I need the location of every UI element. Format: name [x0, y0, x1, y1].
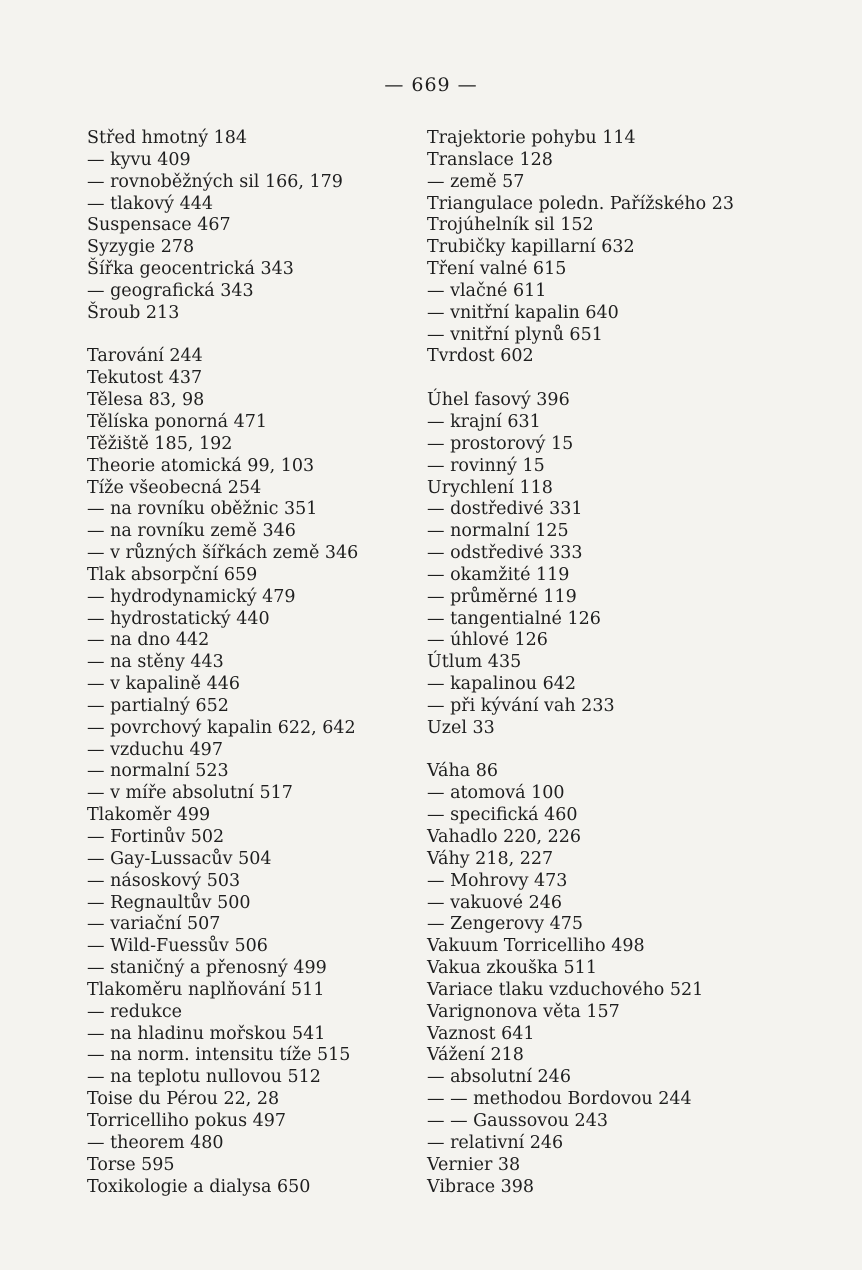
index-entry: Syzygie 278 — [87, 237, 195, 258]
index-entry: Tlakoměr 499 — [87, 805, 211, 826]
index-entry: Vernier 38 — [427, 1154, 521, 1175]
index-entry: — na rovníku oběžnic 351 — [87, 499, 318, 520]
index-entry: — na hladinu mořskou 541 — [87, 1023, 326, 1044]
index-entry: Tělesa 83, 98 — [87, 390, 205, 411]
index-entry: — Wild-Fuessův 506 — [87, 936, 268, 957]
index-entry: — partialný 652 — [87, 695, 229, 716]
index-entry: — krajní 631 — [427, 411, 541, 432]
index-entry: — kyvu 409 — [87, 149, 191, 170]
index-entry: Šířka geocentrická 343 — [87, 259, 294, 280]
index-entry: — Zengerovy 475 — [427, 914, 584, 935]
index-entry: — redukce — [87, 1001, 183, 1022]
index-entry: Varignonova věta 157 — [427, 1001, 620, 1022]
index-column-right — [427, 128, 762, 1198]
index-entry: — násoskový 503 — [87, 870, 241, 891]
index-entry: Úhel fasový 396 — [427, 390, 570, 411]
index-entry: — — methodou Bordovou 244 — [427, 1089, 692, 1110]
index-entry: Urychlení 118 — [427, 477, 553, 498]
index-entry: — vzduchu 497 — [87, 739, 223, 760]
index-entry: Trajektorie pohybu 114 — [427, 128, 636, 148]
index-entry: — na stěny 443 — [87, 652, 224, 673]
index-entry: — variační 507 — [87, 914, 221, 935]
index-entry: — okamžité 119 — [427, 564, 570, 585]
index-entry: Vážení 218 — [427, 1045, 524, 1066]
index-entry: Theorie atomická 99, 103 — [87, 455, 315, 476]
index-entry: Translace 128 — [427, 149, 553, 170]
index-entry: — rovinný 15 — [427, 455, 545, 476]
index-entry: Variace tlaku vzduchového 521 — [427, 979, 704, 1000]
index-entry: Tlak absorpční 659 — [87, 564, 258, 585]
index-entry: Vaznost 641 — [427, 1023, 535, 1044]
index-entry: — staničný a přenosný 499 — [87, 958, 327, 979]
index-entry: — vlačné 611 — [427, 280, 547, 301]
index-entry: — na rovníku země 346 — [87, 521, 296, 542]
index-entry: — prostorový 15 — [427, 433, 574, 454]
index-entry: — Regnaultův 500 — [87, 892, 251, 913]
index-entry: — atomová 100 — [427, 783, 565, 804]
index-entry: — průměrné 119 — [427, 586, 577, 607]
index-entry: Triangulace poledn. Pařížského 23 — [427, 193, 735, 214]
index-entry: Střed hmotný 184 — [87, 128, 248, 148]
index-entry: Tekutost 437 — [87, 368, 203, 389]
index-entry: Suspensace 467 — [87, 215, 231, 236]
index-entry: Tlakoměru naplňování 511 — [87, 979, 325, 1000]
index-entry: — dostředivé 331 — [427, 499, 583, 520]
index-entry: — Mohrovy 473 — [427, 870, 568, 891]
index-entry: — na teplotu nullovou 512 — [87, 1067, 321, 1088]
index-entry: — na dno 442 — [87, 630, 210, 651]
index-entry: — vnitřní plynů 651 — [427, 324, 603, 345]
index-entry: Toxikologie a dialysa 650 — [87, 1176, 311, 1197]
section-gap — [427, 740, 762, 762]
index-entry: — relativní 246 — [427, 1132, 564, 1153]
index-entry: — tangentialné 126 — [427, 608, 601, 629]
index-entry: Toise du Pérou 22, 28 — [87, 1089, 280, 1110]
index-entry: — vakuové 246 — [427, 892, 563, 913]
index-entry: — při kývání vah 233 — [427, 695, 615, 716]
index-entry: Tíže všeobecná 254 — [87, 477, 262, 498]
index-column-left — [87, 128, 422, 1198]
index-entry: — odstředivé 333 — [427, 543, 583, 564]
index-entry: — kapalinou 642 — [427, 674, 576, 695]
index-entry: Tělíska ponorná 471 — [87, 411, 268, 432]
index-entry: — geografická 343 — [87, 280, 254, 301]
index-entry: — Fortinův 502 — [87, 827, 225, 847]
index-entry: — vnitřní kapalin 640 — [427, 302, 619, 323]
section-gap — [427, 368, 762, 390]
index-entry: — země 57 — [427, 171, 525, 192]
index-entry: Váha 86 — [427, 761, 498, 782]
index-entry: Vakua zkouška 511 — [427, 958, 597, 979]
index-entry: — v míře absolutní 517 — [87, 783, 293, 804]
index-entry: — úhlové 126 — [427, 630, 548, 651]
index-entry: Tarování 244 — [87, 346, 203, 367]
index-entry: — — Gaussovou 243 — [427, 1110, 608, 1131]
index-entry: Těžiště 185, 192 — [87, 433, 233, 454]
index-entry: — hydrodynamický 479 — [87, 586, 296, 607]
page-number: — 669 — — [384, 74, 478, 96]
index-entry: Vahadlo 220, 226 — [427, 827, 581, 847]
index-entry: — hydrostatický 440 — [87, 608, 270, 629]
index-entry: Torse 595 — [87, 1154, 175, 1175]
index-entry: — absolutní 246 — [427, 1067, 571, 1088]
index-entry: Tření valné 615 — [427, 259, 567, 280]
index-entry: Tvrdost 602 — [427, 346, 534, 367]
index-entry: Trubičky kapillarní 632 — [427, 237, 635, 258]
index-entry: Vakuum Torricelliho 498 — [427, 936, 645, 957]
index-entry: — na norm. intensitu tíže 515 — [87, 1045, 351, 1066]
index-entry: — povrchový kapalin 622, 642 — [87, 717, 356, 738]
index-entry: — theorem 480 — [87, 1132, 224, 1153]
index-entry: Torricelliho pokus 497 — [87, 1110, 287, 1131]
index-entry: Uzel 33 — [427, 717, 495, 738]
index-entry: — rovnoběžných sil 166, 179 — [87, 171, 343, 192]
index-entry: Útlum 435 — [427, 652, 522, 673]
index-entry: — tlakový 444 — [87, 193, 214, 214]
index-entry: — normalní 523 — [87, 761, 229, 782]
index-entry: — v různých šířkách země 346 — [87, 543, 359, 564]
index-entry: Trojúhelník sil 152 — [427, 215, 594, 236]
index-entry: Šroub 213 — [87, 302, 180, 323]
index-entry: — Gay-Lussacův 504 — [87, 848, 272, 869]
index-entry: Vibrace 398 — [427, 1176, 535, 1197]
index-entry: — v kapalině 446 — [87, 674, 240, 695]
index-entry: — normalní 125 — [427, 521, 569, 542]
section-gap — [87, 325, 422, 347]
index-entry: Váhy 218, 227 — [427, 848, 554, 869]
index-entry: — specifická 460 — [427, 805, 578, 826]
